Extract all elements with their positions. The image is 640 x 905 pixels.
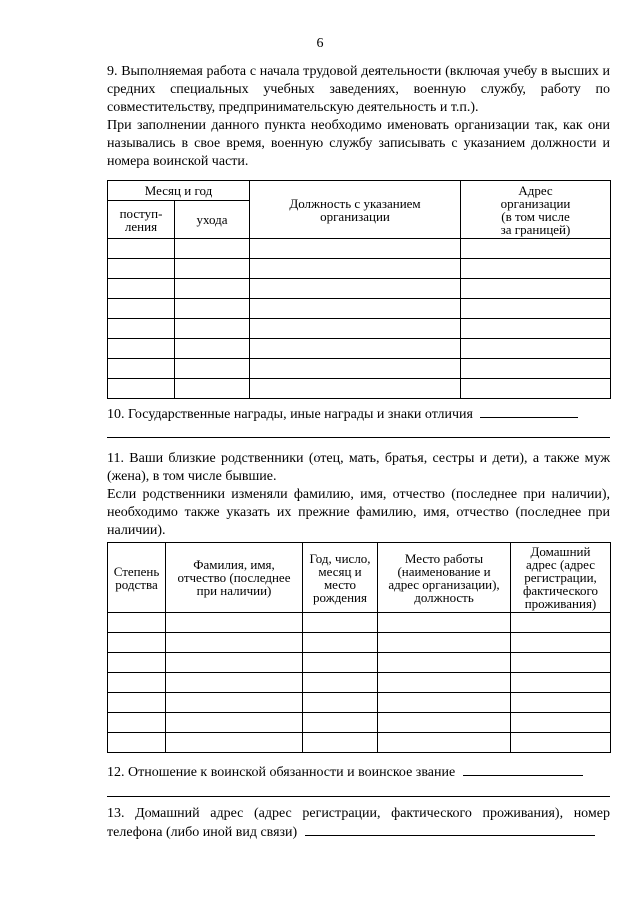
birth-header: Год, число, месяц и место рождения [303,543,378,613]
name-header: Фамилия, имя, отчество (последнее при наличии) [166,543,303,613]
cell[interactable] [461,359,611,379]
awards-input-line[interactable] [480,405,578,418]
table-row [108,379,611,399]
cell[interactable] [250,359,461,379]
section-11-instruction: Если родственники изменяли фамилию, имя, отчество (последнее при наличии), необходимо также указать их прежние фамилию, имя, отчество (последнее при наличии). [107,487,610,538]
cell[interactable] [461,339,611,359]
cell[interactable] [378,733,511,753]
cell[interactable] [166,713,303,733]
cell[interactable] [166,693,303,713]
cell[interactable] [303,733,378,753]
cell[interactable] [175,319,250,339]
cell[interactable] [166,733,303,753]
cell[interactable] [303,653,378,673]
cell[interactable] [175,279,250,299]
cell[interactable] [511,613,611,633]
section-9-instruction: При заполнении данного пункта необходимо именовать организации так, как они назывались в свое время, военную службу записывать с указанием должности и номера воинской части. [107,118,610,169]
military-continuation-line[interactable] [107,796,610,797]
table-row [108,733,611,753]
work-header: Место работы (наименование и адрес организации), должность [378,543,511,613]
cell[interactable] [108,379,175,399]
cell[interactable] [175,379,250,399]
employment-table [107,180,611,399]
cell[interactable] [303,633,378,653]
cell[interactable] [378,693,511,713]
section-11 [107,450,610,540]
section-12 [107,763,610,782]
cell[interactable] [511,673,611,693]
cell[interactable] [108,359,175,379]
cell[interactable] [250,239,461,259]
cell[interactable] [108,693,166,713]
section-10 [107,405,610,424]
cell[interactable] [175,299,250,319]
section-12-text: 12. Отношение к воинской обязанности и воинское звание [107,765,456,780]
cell[interactable] [175,239,250,259]
table-row [108,299,611,319]
cell[interactable] [303,713,378,733]
cell[interactable] [378,673,511,693]
cell[interactable] [108,319,175,339]
table-row [108,673,611,693]
cell[interactable] [461,259,611,279]
cell[interactable] [166,653,303,673]
cell[interactable] [108,633,166,653]
cell[interactable] [108,673,166,693]
cell[interactable] [250,379,461,399]
cell[interactable] [303,613,378,633]
cell[interactable] [250,279,461,299]
cell[interactable] [108,239,175,259]
table-row [108,633,611,653]
table-row [108,713,611,733]
cell[interactable] [303,693,378,713]
table-row [108,359,611,379]
cell[interactable] [250,339,461,359]
month-year-header: Месяц и год [108,181,250,201]
end-date-header: ухода [175,201,250,239]
cell[interactable] [303,673,378,693]
cell[interactable] [461,239,611,259]
home-address-header: Домашний адрес (адрес регистрации, фактического проживания) [511,543,611,613]
cell[interactable] [166,633,303,653]
section-9-text: 9. Выполняемая работа с начала трудовой деятельности (включая учебу в высших и средних специальных учебных заведениях, военную службу, работу по совместительству, предпринимательскую деятельность и т.п.). [107,64,610,115]
cell[interactable] [461,319,611,339]
cell[interactable] [175,339,250,359]
section-10-text: 10. Государственные награды, иные награды и знаки отличия [107,407,473,422]
cell[interactable] [108,713,166,733]
cell[interactable] [511,653,611,673]
cell[interactable] [175,359,250,379]
table-row [108,319,611,339]
cell[interactable] [511,633,611,653]
table-row [108,613,611,633]
cell[interactable] [108,299,175,319]
cell[interactable] [175,259,250,279]
cell[interactable] [250,259,461,279]
table-row [108,339,611,359]
cell[interactable] [511,733,611,753]
section-13-text-line1: 13. Домашний адрес (адрес регистрации, фактического проживания), номер [107,806,610,821]
table-row [108,653,611,673]
cell[interactable] [250,299,461,319]
cell[interactable] [108,259,175,279]
position-header: Должность с указанием организации [250,181,461,239]
section-11-text: 11. Ваши близкие родственники (отец, мать, братья, сестры и дети), а также муж (жена), в том числе бывшие. [107,451,610,484]
cell[interactable] [108,733,166,753]
section-13 [107,805,610,842]
cell[interactable] [108,653,166,673]
table-row [108,279,611,299]
table-row [108,239,611,259]
section-13-line2 [107,823,610,842]
section-13-text-line2: телефона (либо иной вид связи) [107,825,298,840]
cell[interactable] [108,613,166,633]
cell[interactable] [378,653,511,673]
cell[interactable] [250,319,461,339]
cell[interactable] [378,633,511,653]
cell[interactable] [511,693,611,713]
cell[interactable] [511,713,611,733]
section-9 [107,63,610,171]
cell[interactable] [378,613,511,633]
cell[interactable] [461,279,611,299]
cell[interactable] [108,339,175,359]
cell[interactable] [378,713,511,733]
cell[interactable] [166,613,303,633]
address-phone-input-line[interactable] [305,823,595,836]
cell[interactable] [166,673,303,693]
table-row [108,259,611,279]
military-input-line[interactable] [463,763,583,776]
cell[interactable] [461,379,611,399]
relatives-table [107,542,611,753]
table-row [108,693,611,713]
start-date-header: поступ- ления [108,201,175,239]
cell[interactable] [108,279,175,299]
cell[interactable] [461,299,611,319]
page-number: 6 [316,36,324,51]
awards-continuation-line[interactable] [107,437,610,438]
degree-header: Степень родства [108,543,166,613]
address-header: Адрес организации (в том числе за границей) [461,181,611,239]
